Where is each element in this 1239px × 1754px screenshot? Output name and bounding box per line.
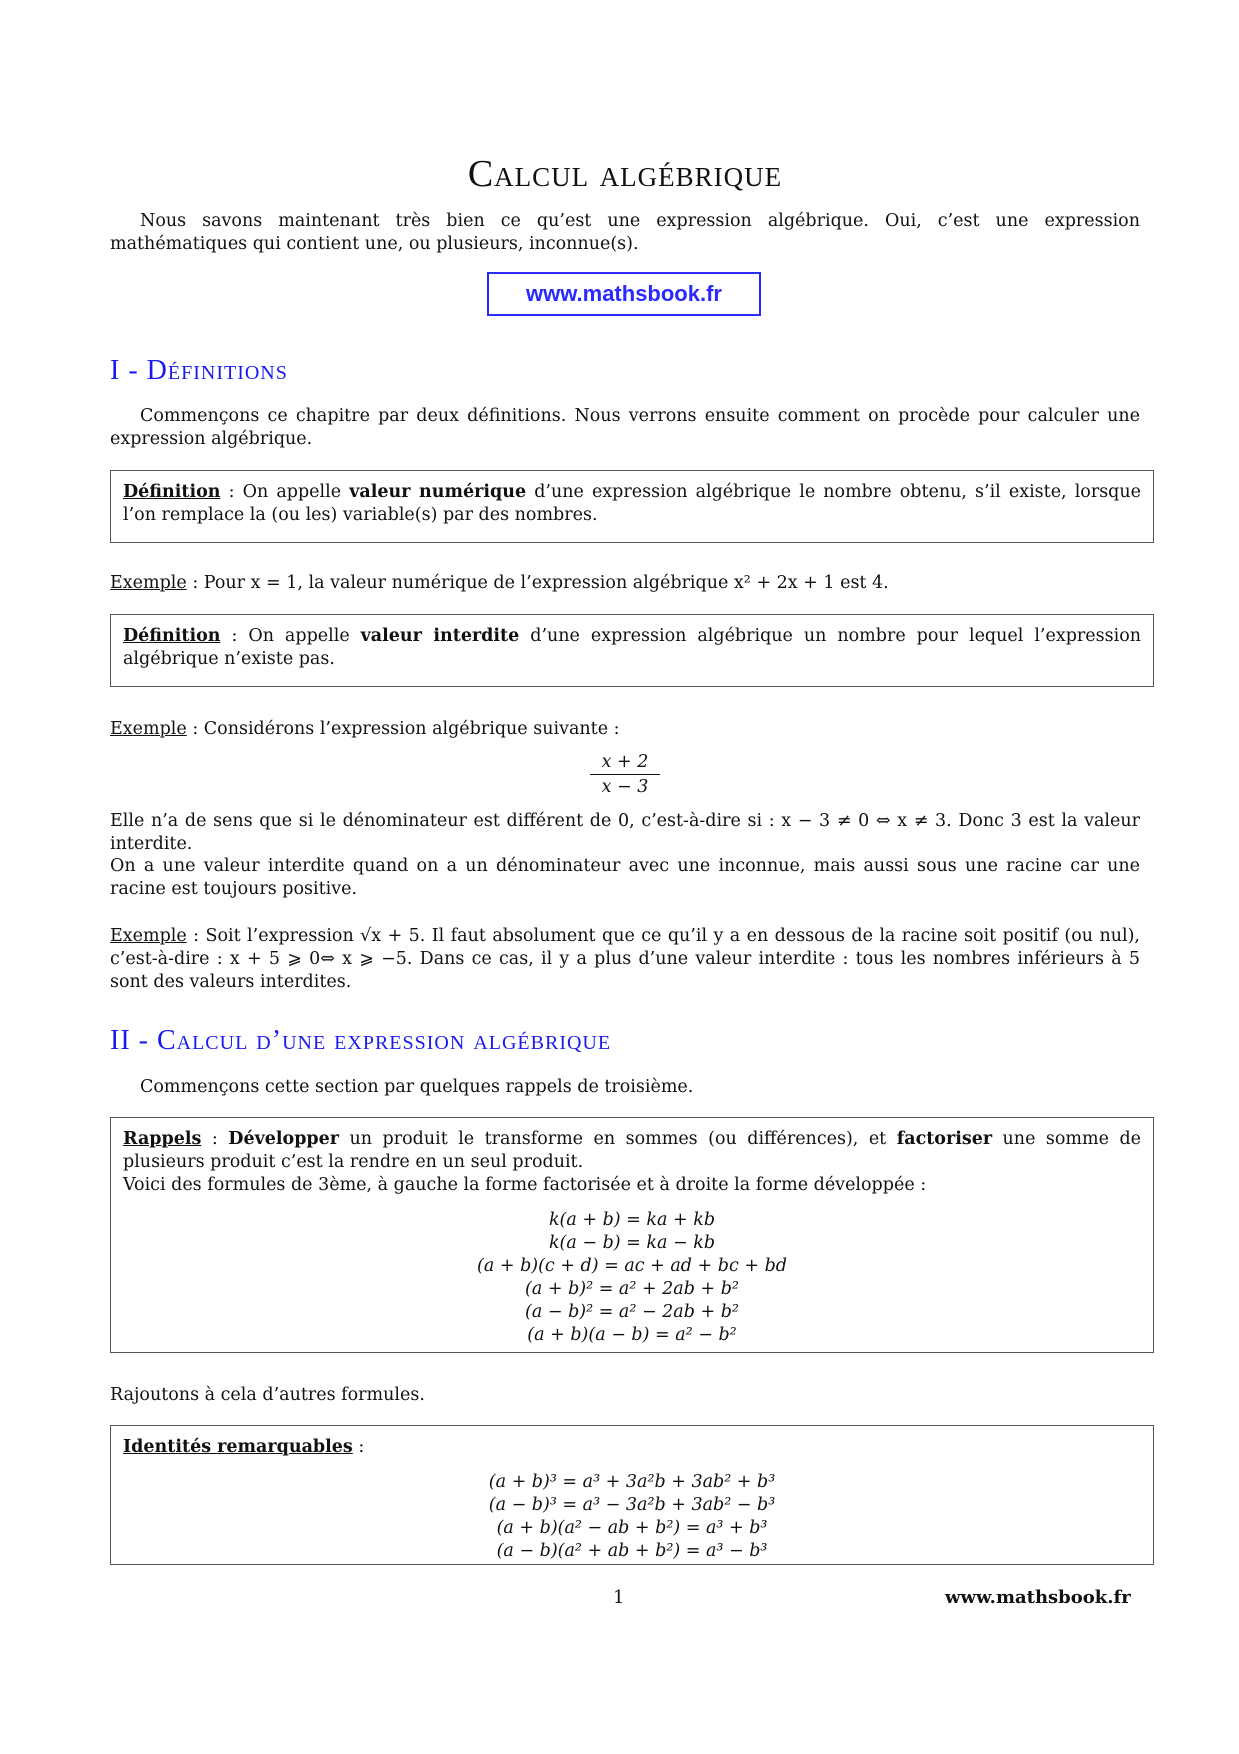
forbidden-values-paragraph: On a une valeur interdite quand on a un dénominateur avec une inconnue, mais aussi sous une racine car une racine est toujours positive. xyxy=(110,856,1140,899)
intro-paragraph: Nous savons maintenant très bien ce qu’est une expression algébrique. Oui, c’est une expression mathématiques qui contient une, ou plusieurs, inconnue(s). xyxy=(110,211,1140,254)
identites-label: Identités remarquables xyxy=(123,1437,353,1457)
formula: (a − b)² = a² − 2ab + b² xyxy=(525,1302,739,1322)
definition-box-2 xyxy=(110,614,1154,687)
rappels-separator: : xyxy=(201,1129,229,1149)
page-number: 1 xyxy=(613,1587,625,1608)
formula: (a + b)(a − b) = a² − b² xyxy=(527,1325,737,1345)
rappels-box xyxy=(110,1117,1154,1353)
section-2-intro: Commençons cette section par quelques rappels de troisième. xyxy=(140,1077,694,1097)
rappels-line-2: Voici des formules de 3ème, à gauche la forme factorisée et à droite la forme développée : xyxy=(123,1175,927,1195)
identites-box xyxy=(110,1425,1154,1565)
transition-paragraph: Rajoutons à cela d’autres formules. xyxy=(110,1385,425,1405)
footer-url[interactable]: www.mathsbook.fr xyxy=(945,1587,1131,1608)
definition-text-post: d’une expression algébrique le nombre obtenu, s’il existe, lorsque l’on remplace la (ou les) variable(s) par des nombres. xyxy=(123,482,1142,525)
example-1 xyxy=(110,572,1140,595)
rappels-label: Rappels xyxy=(123,1129,202,1149)
definition-text-pre: : On appelle xyxy=(220,482,350,502)
formula: (a − b)(a² + ab + b²) = a³ − b³ xyxy=(496,1541,768,1561)
identites-formula-list xyxy=(123,1471,1141,1563)
example-text: : Considérons l’expression algébrique suivante : xyxy=(186,719,620,739)
formula: (a − b)³ = a³ − 3a²b + 3ab² − b³ xyxy=(488,1495,776,1515)
formula: (a + b)² = a² + 2ab + b² xyxy=(525,1279,739,1299)
example-label: Exemple xyxy=(110,573,187,593)
identites-separator: : xyxy=(352,1437,365,1457)
definition-text-post: d’une expression algébrique un nombre pour lequel l’expression algébrique n’existe pas. xyxy=(123,626,1141,669)
definition-term: valeur interdite xyxy=(360,626,520,646)
page-title: Calcul algébrique xyxy=(467,153,783,195)
domain-paragraph: Elle n’a de sens que si le dénominateur est différent de 0, c’est-à-dire si : x − 3 ≠ 0 ⇔ x ≠ 3. Donc 3 est la valeur interdite. xyxy=(110,811,1140,854)
formula: (a + b)(a² − ab + b²) = a³ + b³ xyxy=(496,1518,768,1538)
example-label: Exemple xyxy=(110,926,187,946)
section-1-intro: Commençons ce chapitre par deux définitions. Nous verrons ensuite comment on procède pour calculer une expression algébrique. xyxy=(110,406,1140,449)
definition-text-pre: : On appelle xyxy=(220,626,361,646)
formula: k(a − b) = ka − kb xyxy=(548,1233,716,1253)
example-2 xyxy=(110,718,1140,741)
section-2-heading: II - Calcul d’une expression algébrique xyxy=(110,1025,612,1056)
definition-label: Définition xyxy=(123,626,221,646)
website-link-box[interactable]: www.mathsbook.fr xyxy=(487,272,761,316)
rappels-term-factor: factoriser xyxy=(896,1129,993,1149)
formula: k(a + b) = ka + kb xyxy=(548,1210,716,1230)
rappels-term-develop: Développer xyxy=(228,1129,340,1149)
formula: (a + b)(c + d) = ac + ad + bc + bd xyxy=(477,1256,787,1276)
example-3 xyxy=(110,925,1140,994)
definition-label: Définition xyxy=(123,482,221,502)
definition-box-1 xyxy=(110,470,1154,543)
fraction-numerator: x + 2 xyxy=(590,752,660,775)
example-text: : Pour x = 1, la valeur numérique de l’expression algébrique x² + 2x + 1 est 4. xyxy=(186,573,889,593)
rappels-formula-list xyxy=(123,1209,1141,1347)
section-1-heading: I - Définitions xyxy=(110,355,288,386)
example-text: : Soit l’expression √x + 5. Il faut absolument que ce qu’il y a en dessous de la racine soit positif (ou nul), c’est-à-dire : x + 5 ⩾ 0⇔ x ⩾ −5. Dans ce cas, il y a plus d’une valeur interdite : tous les nombres inférieurs à 5 sont des valeurs interdites. xyxy=(110,926,1140,992)
rappels-text-mid: un produit le transforme en sommes (ou différences), et xyxy=(339,1129,897,1149)
rappels-text-post: une somme de plusieurs produit c’est la rendre en un seul produit. xyxy=(123,1129,1142,1172)
fraction-denominator: x − 3 xyxy=(601,777,649,797)
formula: (a + b)³ = a³ + 3a²b + 3ab² + b³ xyxy=(488,1472,776,1492)
definition-term: valeur numérique xyxy=(349,482,527,502)
example-label: Exemple xyxy=(110,719,187,739)
fraction-formula xyxy=(590,752,660,797)
